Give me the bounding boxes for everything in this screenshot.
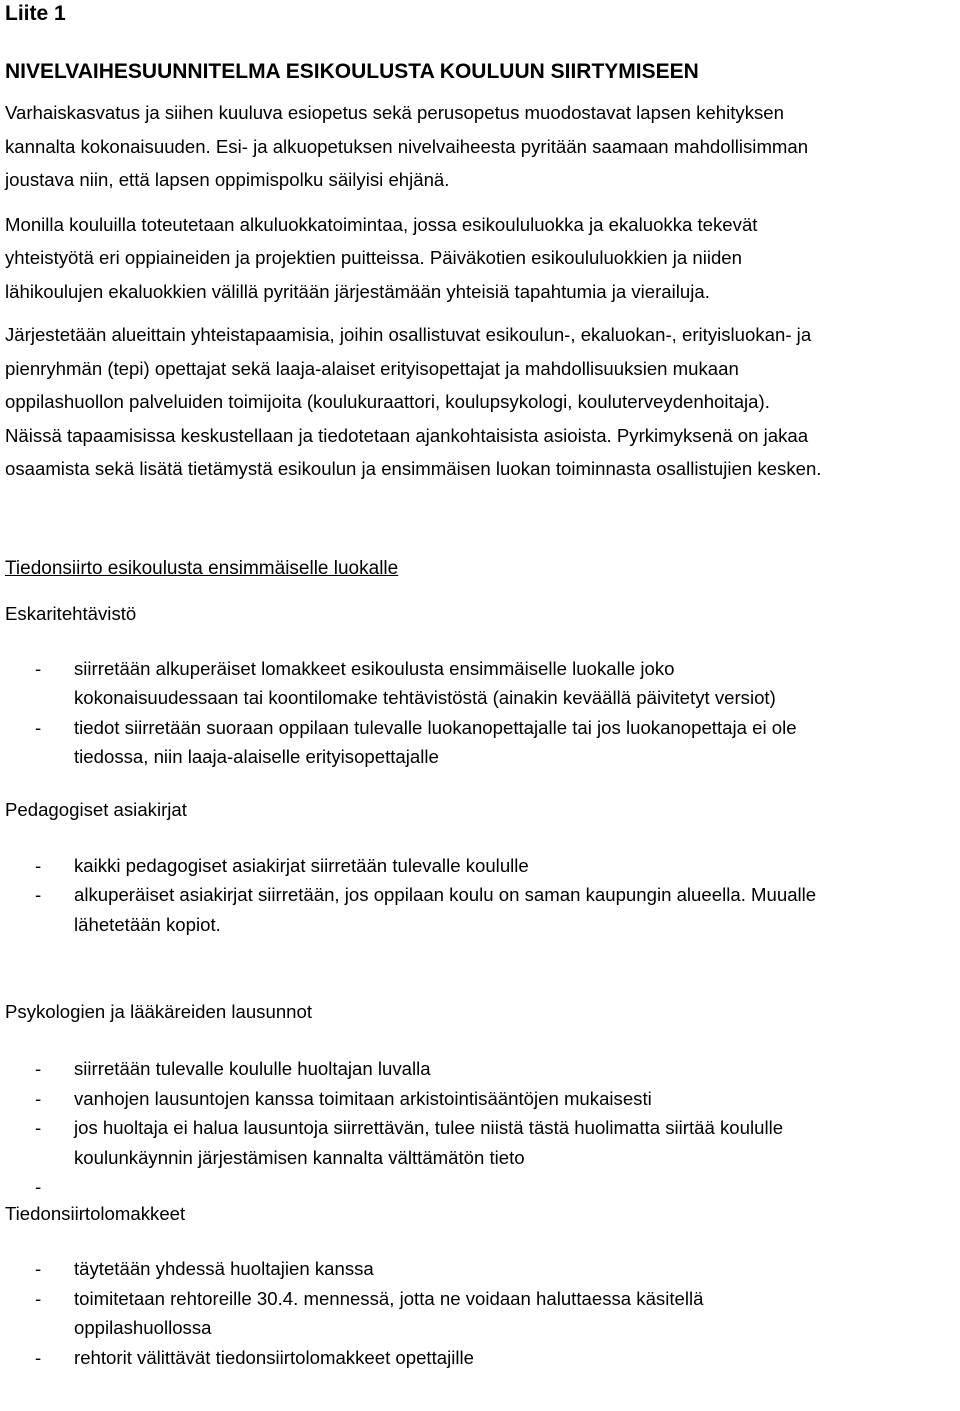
list-item-line: kokonaisuudessaan tai koontilomake tehtävistöstä (ainakin keväällä päivitetyt versiot) [74,687,776,708]
list-item [5,1284,960,1343]
paragraph-line: Järjestetään alueittain yhteistapaamisia, joihin osallistuvat esikoulun-, ekaluokan-, erityisluokan- ja [5,324,812,345]
paragraph-line: Näissä tapaamisissa keskustellaan ja tiedotetaan ajankohtaisista asioista. Pyrkimyksenä on jakaa [5,424,809,446]
paragraph-line: kannalta kokonaisuuden. Esi- ja alkuopetuksen nivelvaiheesta pyritään saamaan mahdollisimman [5,135,809,157]
list-item-line: toimitetaan rehtoreille 30.4. mennessä, jotta ne voidaan haluttaessa käsitellä [74,1287,704,1309]
paragraph-line: pienryhmän (tepi) opettajat sekä laaja-alaiset erityisopettajat ja mahdollisuuksien mukaan [5,357,739,379]
list-dash: - [35,1087,42,1109]
list-item-line: siirretään alkuperäiset lomakkeet esikoulusta ensimmäiselle luokalle joko [74,657,675,679]
list-item-line: tiedot siirretään suoraan oppilaan tulevalle luokanopettajalle tai jos luokanopettaja ei ole [74,716,797,738]
paragraph-line: lähikoulujen ekaluokkien välillä pyritään järjestämään yhteisiä tapahtumia ja vierailuja. [5,280,710,302]
eskari-list [5,654,960,772]
list-item [5,1054,960,1084]
list-item-line: kaikki pedagogiset asiakirjat siirretään tulevalle koululle [74,854,529,876]
list-dash: - [35,716,42,738]
paragraph-alkuluokka [5,208,960,309]
list-item [5,851,960,881]
paragraph-line: Monilla kouluilla toteutetaan alkuluokkatoimintaa, jossa esikoululuokka ja ekaluokka tekevät [5,213,758,235]
list-item-line: jos huoltaja ei halua lausuntoja siirrettävän, tulee niistä tästä huolimatta siirtää koululle [74,1117,784,1138]
list-item-line: siirretään tulevalle koululle huoltajan luvalla [74,1058,431,1079]
list-item-line: vanhojen lausuntojen kanssa toimitaan arkistointisääntöjen mukaisesti [74,1087,652,1109]
list-item-line: alkuperäiset asiakirjat siirretään, jos oppilaan koulu on saman kaupungin alueella. Muualle [74,884,817,905]
list-dash: - [35,1117,42,1138]
subheading-tiedonsiirtolomakkeet: Tiedonsiirtolomakkeet [5,1203,186,1224]
paragraph-yhteistapaamiset [5,318,960,486]
appendix-label: Liite 1 [5,2,66,25]
list-item-line: lähetetään kopiot. [74,913,221,935]
list-dash: - [35,657,42,679]
list-dash: - [35,884,42,905]
list-item [5,1254,960,1284]
subheading-eskaritehtavisto: Eskaritehtävistö [5,602,137,624]
list-item-line: tiedossa, niin laaja-alaiselle erityisopettajalle [74,746,439,767]
list-item [5,1343,960,1373]
list-dash: - [35,1287,42,1309]
list-item-line: oppilashuollossa [74,1317,212,1338]
document-page [5,0,960,1372]
pedagogiset-list [5,851,960,940]
list-item-line: rehtorit välittävät tiedonsiirtolomakkeet opettajille [74,1346,474,1368]
list-item-line: täytetään yhdessä huoltajien kanssa [74,1258,374,1279]
section-title: Tiedonsiirto esikoulusta ensimmäiselle luokalle [5,557,399,579]
list-item [5,654,960,713]
list-item [5,1113,960,1172]
paragraph-line: joustava niin, että lapsen oppimispolku säilyisi ehjänä. [5,169,450,190]
document-title: NIVELVAIHESUUNNITELMA ESIKOULUSTA KOULUUN SIIRTYMISEEN [5,60,699,83]
paragraph-intro [5,96,960,197]
list-dash: - [35,1258,42,1279]
lausunnot-list [5,1054,960,1172]
list-dash: - [35,854,42,876]
subheading-lausunnot: Psykologien ja lääkäreiden lausunnot [5,1001,313,1022]
paragraph-line: Varhaiskasvatus ja siihen kuuluva esiopetus sekä perusopetus muodostavat lapsen kehityksen [5,102,784,123]
list-dash: - [35,1058,42,1079]
paragraph-line: yhteistyötä eri oppiaineiden ja projektien puitteissa. Päiväkotien esikoululuokkien ja niiden [5,247,742,268]
subheading-pedagogiset-asiakirjat: Pedagogiset asiakirjat [5,798,187,820]
list-item [5,1084,960,1114]
trailing-dash: - [35,1176,42,1197]
paragraph-line: osaamista sekä lisätä tietämystä esikoulun ja ensimmäisen luokan toiminnasta osallistujien kesken. [5,458,822,479]
tiedonsiirtolomakkeet-list [5,1254,960,1372]
list-dash: - [35,1346,42,1368]
list-item-line: koulunkäynnin järjestämisen kannalta välttämätön tieto [74,1146,525,1168]
list-item [5,880,960,939]
list-item [5,713,960,772]
paragraph-line: oppilashuollon palveluiden toimijoita (koulukuraattori, koulupsykologi, kouluterveydenhoitaja). [5,391,770,412]
